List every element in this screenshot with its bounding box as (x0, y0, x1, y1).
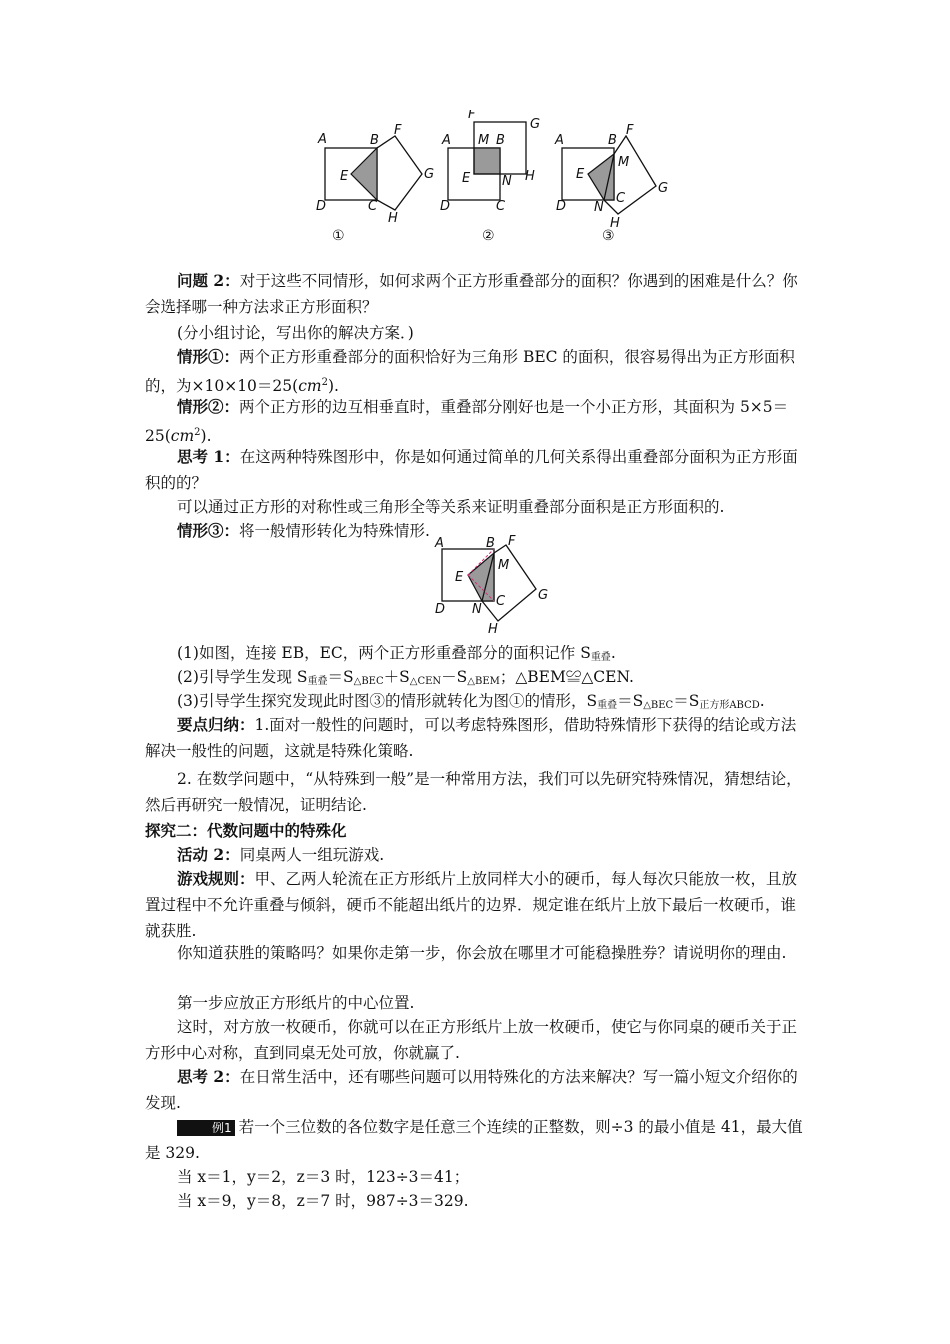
svg-text:C: C (616, 191, 626, 206)
step-1: (1)如图，连接 EB，EC，两个正方形重叠部分的面积记作 $S_{重叠}$. (177, 644, 616, 663)
label-H: H (388, 211, 398, 226)
first-step-answer: 第一步应放正方形纸片的中心位置. (177, 994, 415, 1012)
svg-text:N: N (472, 602, 482, 617)
svg-text:E: E (462, 171, 471, 186)
calc-min: 当 x＝1，y＝2，z＝3 时，123÷3＝41； (177, 1168, 470, 1186)
strategy-question: 你知道获胜的策略吗？如果你走第一步，你会放在哪里才可能稳操胜券？请说明你的理由. (177, 944, 787, 962)
svg-text:D: D (440, 199, 451, 214)
svg-text:G: G (538, 588, 549, 603)
svg-text:M: M (498, 558, 510, 573)
svg-text:C: C (496, 594, 506, 609)
figure-2-caption: ② (482, 228, 495, 244)
calc-max: 当 x＝9，y＝8，z＝7 时，987÷3＝329. (177, 1192, 469, 1210)
svg-text:A: A (435, 536, 444, 551)
svg-text:G: G (530, 117, 541, 132)
example-badge: 例1 (177, 1120, 235, 1136)
then-answer: 这时，对方放一枚硬币，你就可以在正方形纸片上放一枚硬币，使它与你同桌的硬币关于正方形中心对称，直到同桌无处可放，你就赢了. (145, 1018, 798, 1062)
svg-text:M: M (618, 155, 630, 170)
discuss-note: (分小组讨论，写出你的解决方案．) (177, 324, 414, 342)
svg-text:D: D (556, 199, 567, 214)
figure-1-caption: ① (332, 228, 345, 244)
case-2: 情形②：两个正方形的边互相垂直时，重叠部分刚好也是一个小正方形，其面积为 $5\times 5=25(cm^2)$. (145, 397, 789, 445)
svg-text:F: F (508, 535, 516, 549)
figure-3 (554, 123, 668, 244)
case-1: 情形①：两个正方形重叠部分的面积恰好为三角形 BEC 的面积，很容易得出为正方形面积的，为$\times 10\times 10=25(cm^2)$. (145, 347, 795, 395)
label-C: C (368, 199, 378, 214)
svg-text:E: E (576, 167, 585, 182)
svg-text:N: N (502, 174, 512, 189)
think-2: 思考 2：在日常生活中，还有哪些问题可以用特殊化的方法来解决？写一篇小短文介绍你的发现. (145, 1067, 798, 1112)
question-2: 问题 2：对于这些不同情形，如何求两个正方形重叠部分的面积？你遇到的困难是什么？你会选择哪一种方法求正方形面积？ (145, 271, 798, 316)
figures-row (300, 110, 680, 250)
answer-1: 可以通过正方形的对称性或三角形全等关系来证明重叠部分面积是正方形面积的. (177, 498, 725, 516)
svg-text:H: H (488, 622, 498, 637)
svg-text:H: H (525, 169, 535, 184)
svg-text:F: F (468, 110, 476, 122)
label-D: D (316, 199, 327, 214)
label-E: E (340, 169, 349, 184)
svg-text:D: D (435, 602, 446, 617)
figure-2 (440, 110, 540, 244)
svg-text:N: N (594, 200, 604, 215)
svg-text:A: A (555, 133, 564, 148)
svg-text:M: M (478, 133, 490, 148)
label-G: G (424, 167, 435, 182)
svg-text:A: A (442, 133, 451, 148)
game-rules: 游戏规则：甲、乙两人轮流在正方形纸片上放同样大小的硬币，每人每次只能放一枚，且放置过程中不允许重叠与倾斜，硬币不能超出纸片的边界．规定谁在纸片上放下最后一枚硬币，谁就获胜. (145, 869, 798, 940)
svg-text:B: B (496, 133, 505, 148)
label-B: B (370, 133, 379, 148)
section-2-title: 探究二：代数问题中的特殊化 (145, 821, 347, 840)
svg-text:F: F (626, 123, 634, 138)
svg-text:B: B (486, 536, 495, 551)
svg-text:B: B (608, 133, 617, 148)
label-A: A (318, 132, 327, 147)
summary-1: 要点归纳：1.面对一般性的问题时，可以考虑特殊图形，借助特殊情形下获得的结论或方法解决一般性的问题，这就是特殊化策略. (145, 715, 797, 760)
svg-text:H: H (610, 216, 620, 231)
step-2: (2)引导学生发现 $S_{重叠}=S_{\triangle BEC}+S_{\triangle CEN}-S_{\triangle BEM}$；△BEM≌△CEN. (177, 668, 634, 687)
figure-3-detail (430, 535, 560, 640)
svg-text:G: G (658, 181, 669, 196)
example-1: 例1 若一个三位数的各位数字是任意三个连续的正整数，则÷3 的最小值是 41，最大值是 329. (145, 1118, 803, 1162)
summary-2: 2. 在数学问题中，“从特殊到一般”是一种常用方法，我们可以先研究特殊情况，猜想结论，然后再研究一般情况，证明结论. (145, 770, 802, 814)
label-F: F (394, 123, 402, 138)
think-1: 思考 1：在这两种特殊图形中，你是如何通过简单的几何关系得出重叠部分面积为正方形面积的的？ (145, 447, 798, 492)
activity-2: 活动 2：同桌两人一组玩游戏. (177, 845, 385, 864)
svg-text:C: C (496, 199, 506, 214)
svg-text:E: E (455, 570, 464, 585)
figure-3-caption: ③ (602, 228, 615, 244)
case-3: 情形③：将一般情形转化为特殊情形. (177, 521, 430, 540)
figure-1 (316, 123, 434, 244)
step-3: (3)引导学生探究发现此时图③的情形就转化为图①的情形，$S_{重叠}=S_{\triangle BEC}=S_{正方形ABCD}$. (177, 692, 765, 711)
